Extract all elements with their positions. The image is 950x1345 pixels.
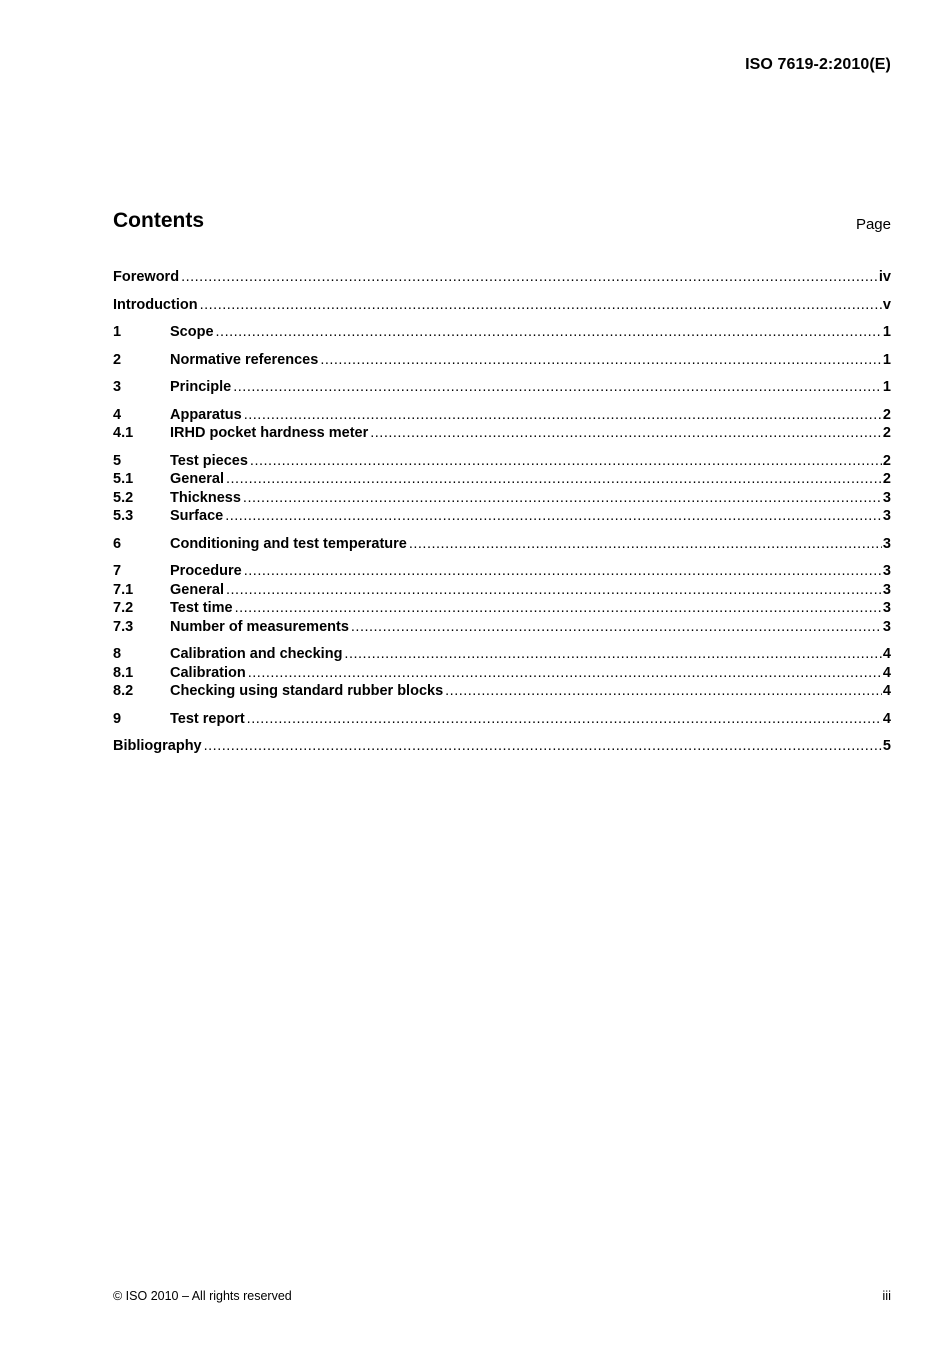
toc-dot-leader xyxy=(370,425,882,441)
toc-entry[interactable] xyxy=(113,665,891,684)
toc-entry[interactable] xyxy=(113,508,891,527)
toc-entry-title: Number of measurements xyxy=(170,618,349,635)
toc-entry-page: 2 xyxy=(882,425,891,441)
toc-entry[interactable] xyxy=(113,563,891,582)
toc-entry[interactable] xyxy=(113,379,891,398)
toc-entry-number: 7.1 xyxy=(113,581,134,598)
toc-entry-number: 9 xyxy=(113,710,122,727)
toc-entry-number: 6 xyxy=(113,535,122,552)
toc-entry-title: Apparatus xyxy=(170,406,242,423)
toc-entry[interactable] xyxy=(113,536,891,555)
toc-entry-number: 5.2 xyxy=(113,489,134,506)
toc-dot-leader xyxy=(216,324,882,340)
toc-entry-page: 4 xyxy=(882,710,891,727)
toc-entry-title: Surface xyxy=(170,508,224,524)
toc-entry-page: 2 xyxy=(882,452,891,469)
toc-entry-title: Thickness xyxy=(170,489,241,506)
toc-entry-title: General xyxy=(170,581,224,598)
toc-entry[interactable] xyxy=(113,600,891,619)
table-of-contents xyxy=(113,269,891,757)
toc-entry-title: Calibration and checking xyxy=(170,646,343,662)
toc-entry-title: Introduction xyxy=(113,296,198,313)
toc-entry-title: Scope xyxy=(170,324,214,340)
toc-dot-leader xyxy=(320,352,882,368)
toc-entry-title: Checking using standard rubber blocks xyxy=(170,683,444,699)
toc-entry-page: 5 xyxy=(882,738,891,754)
toc-entry-page: 3 xyxy=(882,489,891,506)
toc-entry-page: 3 xyxy=(882,535,891,552)
toc-entry[interactable] xyxy=(113,453,891,472)
toc-dot-leader xyxy=(200,297,882,313)
toc-dot-leader xyxy=(247,711,882,727)
toc-entry-number: 4.1 xyxy=(113,425,134,441)
toc-dot-leader xyxy=(344,646,882,662)
toc-entry-number: 5.1 xyxy=(113,471,134,487)
toc-entry-page: 2 xyxy=(882,471,891,487)
toc-entry-title: Principle xyxy=(170,379,232,395)
toc-entry[interactable] xyxy=(113,738,891,757)
toc-entry-page: 4 xyxy=(882,646,891,662)
toc-entry[interactable] xyxy=(113,683,891,702)
document-id: ISO 7619-2:2010(E) xyxy=(745,56,891,73)
toc-entry-title: Test report xyxy=(170,710,245,727)
toc-dot-leader xyxy=(233,379,882,395)
toc-entry-number: 1 xyxy=(113,324,122,340)
contents-heading: Contents xyxy=(113,209,204,232)
toc-dot-leader xyxy=(409,536,882,552)
toc-entry-title: Conditioning and test temperature xyxy=(170,535,407,552)
toc-dot-leader xyxy=(225,508,882,524)
toc-entry-number: 3 xyxy=(113,379,122,395)
toc-entry-page: 4 xyxy=(882,664,891,681)
toc-entry-page: 3 xyxy=(882,563,891,579)
toc-entry-number: 2 xyxy=(113,351,122,368)
toc-entry[interactable] xyxy=(113,269,891,288)
toc-dot-leader xyxy=(204,738,882,754)
toc-entry[interactable] xyxy=(113,425,891,444)
toc-entry-page: 1 xyxy=(882,351,891,368)
toc-dot-leader xyxy=(181,269,878,285)
toc-entry-page: 3 xyxy=(882,618,891,635)
toc-dot-leader xyxy=(250,453,882,469)
toc-entry-page: 3 xyxy=(882,581,891,598)
toc-dot-leader xyxy=(243,490,882,506)
toc-entry-title: Foreword xyxy=(113,269,180,285)
toc-entry[interactable] xyxy=(113,711,891,730)
toc-entry-title: Normative references xyxy=(170,351,319,368)
toc-entry[interactable] xyxy=(113,646,891,665)
toc-dot-leader xyxy=(244,407,882,423)
toc-entry-number: 8 xyxy=(113,646,122,662)
toc-entry-page: 1 xyxy=(882,324,891,340)
toc-entry-page: v xyxy=(882,296,891,313)
toc-dot-leader xyxy=(445,683,882,699)
toc-entry[interactable] xyxy=(113,619,891,638)
toc-entry-number: 8.1 xyxy=(113,664,134,681)
toc-dot-leader xyxy=(351,619,882,635)
toc-entry-title: IRHD pocket hardness meter xyxy=(170,425,369,441)
toc-entry-number: 7.3 xyxy=(113,618,134,635)
toc-entry[interactable] xyxy=(113,324,891,343)
toc-entry-page: 3 xyxy=(882,600,891,616)
toc-entry[interactable] xyxy=(113,471,891,490)
toc-entry-number: 7 xyxy=(113,563,122,579)
toc-entry-title: Test pieces xyxy=(170,452,248,469)
toc-entry-title: Bibliography xyxy=(113,738,202,754)
toc-entry-number: 5.3 xyxy=(113,508,134,524)
toc-entry-title: Procedure xyxy=(170,563,242,579)
toc-entry-page: 1 xyxy=(882,379,891,395)
toc-entry[interactable] xyxy=(113,582,891,601)
toc-entry-page: 2 xyxy=(882,406,891,423)
footer-copyright: © ISO 2010 – All rights reserved xyxy=(113,1289,292,1303)
toc-entry[interactable] xyxy=(113,297,891,316)
toc-entry-page: 4 xyxy=(882,683,891,699)
toc-entry-number: 7.2 xyxy=(113,600,134,616)
toc-entry-title: Calibration xyxy=(170,664,246,681)
toc-entry-title: Test time xyxy=(170,600,233,616)
toc-entry-number: 5 xyxy=(113,452,122,469)
toc-entry-title: General xyxy=(170,471,224,487)
toc-entry[interactable] xyxy=(113,490,891,509)
toc-dot-leader xyxy=(226,471,882,487)
footer-page-number: iii xyxy=(882,1288,891,1303)
toc-entry-number: 4 xyxy=(113,406,122,423)
toc-entry-page: iv xyxy=(878,269,891,285)
toc-dot-leader xyxy=(235,600,882,616)
toc-dot-leader xyxy=(226,582,882,598)
toc-entry[interactable] xyxy=(113,352,891,371)
toc-entry-number: 8.2 xyxy=(113,683,134,699)
toc-dot-leader xyxy=(244,563,882,579)
toc-entry-page: 3 xyxy=(882,508,891,524)
toc-entry[interactable] xyxy=(113,407,891,426)
toc-dot-leader xyxy=(248,665,882,681)
page-column-label: Page xyxy=(855,216,891,233)
